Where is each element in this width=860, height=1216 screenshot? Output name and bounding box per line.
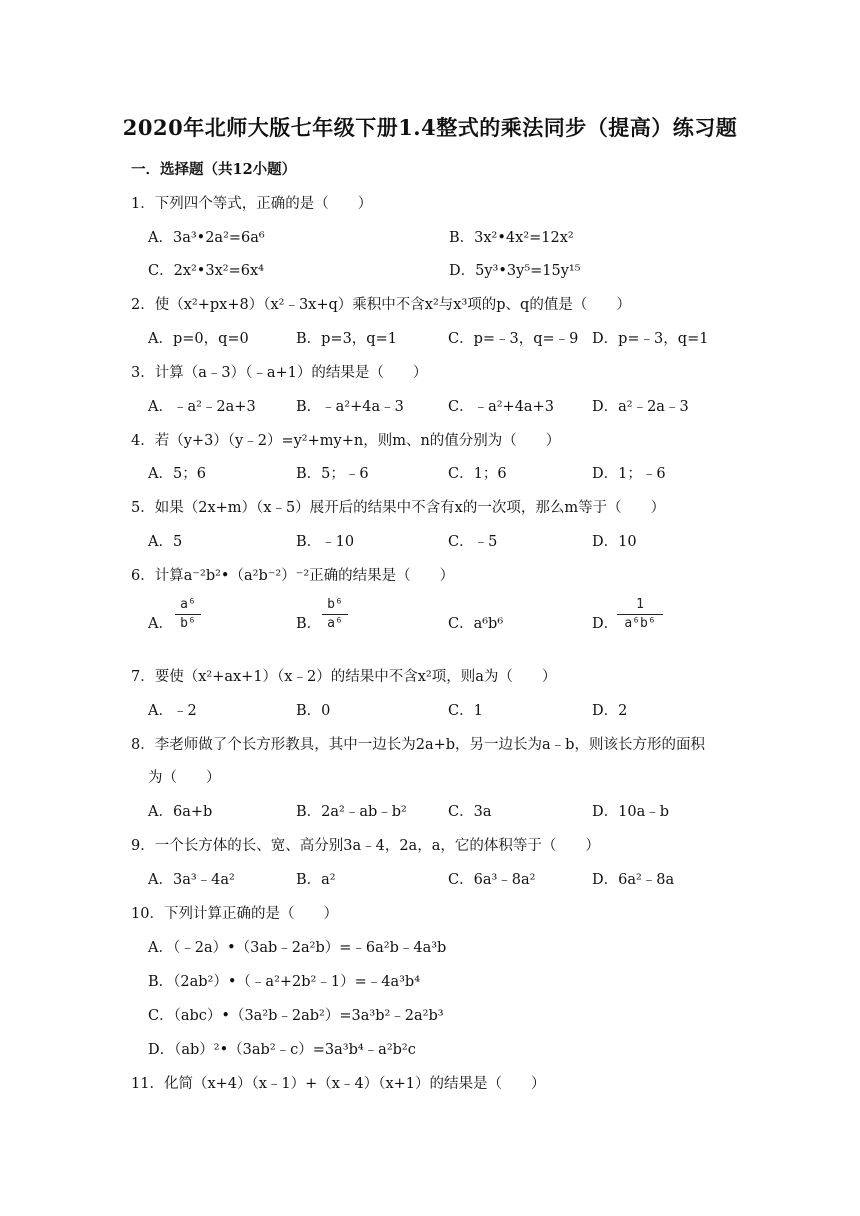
q3-option-d: D．a²﹣2a﹣3 <box>592 399 689 415</box>
q6-option-a-fraction <box>175 597 201 632</box>
q6-option-b-label: B． <box>296 616 322 632</box>
q3-option-c: C．﹣a²+4a+3 <box>448 399 554 415</box>
q9-option-a: A．3a³﹣4a² <box>148 872 235 888</box>
question-2: 2．使（x²+px+8）（x²﹣3x+q）乘积中不含x²与x³项的p、q的值是（ ） <box>131 297 631 313</box>
q5-option-d: D．10 <box>592 534 637 550</box>
question-1: 1．下列四个等式，正确的是（ ） <box>131 196 373 212</box>
q6-option-b-fraction <box>322 597 348 632</box>
q3-option-a: A．﹣a²﹣2a+3 <box>148 399 256 415</box>
q4-option-c: C．1；6 <box>448 466 507 482</box>
q5-option-c: C．﹣5 <box>448 534 498 550</box>
q8-option-d: D．10a﹣b <box>592 804 670 820</box>
q6-option-d-label: D． <box>592 616 619 632</box>
question-4: 4．若（y+3）（y﹣2）=y²+my+n，则m、n的值分别为（ ） <box>131 433 561 449</box>
q9-option-c: C．6a³﹣8a² <box>448 872 536 888</box>
question-11: 11．化简（x+4）（x﹣1）+（x﹣4）（x+1）的结果是（ ） <box>131 1076 546 1092</box>
fraction-numerator: 1 <box>636 597 644 612</box>
question-8-line-1: 8．李老师做了个长方形教具，其中一边长为2a+b，另一边长为a﹣b，则该长方形的面积 <box>131 737 705 753</box>
fraction-numerator: b⁶ <box>327 597 343 612</box>
q9-option-b: B．a² <box>296 872 336 888</box>
fraction-bar <box>322 614 348 615</box>
q2-option-b: B．p=3，q=1 <box>296 331 397 347</box>
q7-option-a: A．﹣2 <box>148 703 197 719</box>
q1-option-c: C．2x²•3x²=6x⁴ <box>148 263 264 279</box>
q1-option-b: B．3x²•4x²=12x² <box>449 230 574 246</box>
q1-option-a: A．3a³•2a²=6a⁶ <box>148 230 265 246</box>
q7-option-b: B．0 <box>296 703 331 719</box>
question-6: 6．计算a⁻²b²•（a²b⁻²）⁻²正确的结果是（ ） <box>131 568 455 584</box>
q8-option-c: C．3a <box>448 804 492 820</box>
q10-option-c: C．（abc）•（3a²b﹣2ab²）=3a³b²﹣2a²b³ <box>148 1008 444 1024</box>
fraction-denominator: b⁶ <box>180 616 196 631</box>
q6-option-d-fraction <box>617 597 663 632</box>
q5-option-a: A．5 <box>148 534 183 550</box>
q10-option-d: D．（ab）²•（3ab²﹣c）=3a³b⁴﹣a²b²c <box>148 1042 416 1058</box>
q7-option-c: C．1 <box>448 703 483 719</box>
q6-option-c: C．a⁶b⁶ <box>448 616 504 632</box>
fraction-bar <box>617 614 663 615</box>
q4-option-a: A．5；6 <box>148 466 206 482</box>
q4-option-d: D．1；﹣6 <box>592 466 666 482</box>
q10-option-b: B．（2ab²）•（﹣a²+2b²﹣1）=﹣4a³b⁴ <box>148 974 421 990</box>
q9-option-d: D．6a²﹣8a <box>592 872 675 888</box>
q5-option-b: B．﹣10 <box>296 534 355 550</box>
q1-option-d: D．5y³•3y⁵=15y¹⁵ <box>449 263 581 279</box>
question-9: 9．一个长方体的长、宽、高分别3a﹣4，2a，a，它的体积等于（ ） <box>131 838 600 854</box>
q2-option-a: A．p=0，q=0 <box>148 331 249 347</box>
question-8-line-2: 为（ ） <box>148 770 221 786</box>
q8-option-a: A．6a+b <box>148 804 213 820</box>
question-10: 10．下列计算正确的是（ ） <box>131 906 338 922</box>
section-heading: 一．选择题（共12小题） <box>131 161 297 178</box>
q7-option-d: D．2 <box>592 703 628 719</box>
fraction-numerator: a⁶ <box>180 597 196 612</box>
q2-option-c: C．p=﹣3，q=﹣9 <box>448 331 579 347</box>
fraction-denominator: a⁶ <box>327 616 343 631</box>
q4-option-b: B．5；﹣6 <box>296 466 369 482</box>
page-title: 2020年北师大版七年级下册1.4整式的乘法同步（提高）练习题 <box>122 115 738 140</box>
q6-option-a-label: A． <box>148 616 173 632</box>
fraction-bar <box>175 614 201 615</box>
q3-option-b: B．﹣a²+4a﹣3 <box>296 399 404 415</box>
q2-option-d: D．p=﹣3，q=1 <box>592 331 709 347</box>
fraction-denominator: a⁶b⁶ <box>624 616 656 631</box>
q8-option-b: B．2a²﹣ab﹣b² <box>296 804 407 820</box>
question-5: 5．如果（2x+m）（x﹣5）展开后的结果中不含有x的一次项，那么m等于（ ） <box>131 500 666 516</box>
question-7: 7．要使（x²+ax+1）（x﹣2）的结果中不含x²项，则a为（ ） <box>131 669 557 685</box>
question-3: 3．计算（a﹣3）（﹣a+1）的结果是（ ） <box>131 365 428 381</box>
q10-option-a: A．（﹣2a）•（3ab﹣2a²b）=﹣6a²b﹣4a³b <box>148 940 447 956</box>
